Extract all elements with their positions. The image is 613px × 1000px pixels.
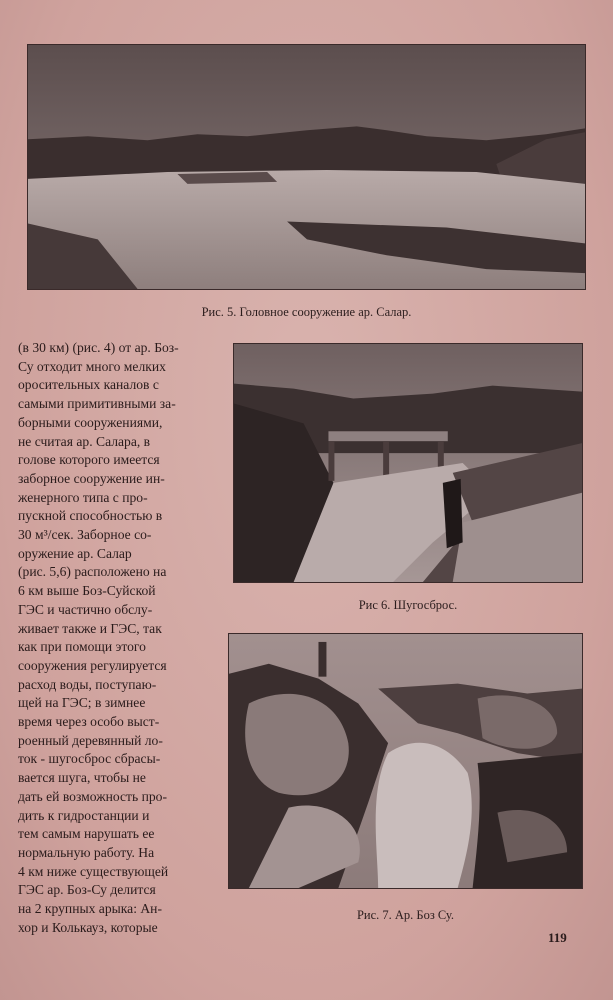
body-text-column [18, 339, 215, 938]
body-text-line: нормальную работу. На [18, 844, 155, 860]
figure-6-photo [233, 343, 583, 583]
body-text-line: дать ей возможность про- [18, 788, 167, 804]
body-text-line: пускной способностью в [18, 508, 163, 524]
figure-5-caption: Рис. 5. Головное сооружение ар. Салар. [201, 305, 412, 319]
body-text-line: оружение ар. Салар [18, 545, 132, 561]
body-text-line: борными сооружениями, [18, 414, 163, 430]
body-text-line: Су отходит много мелких [18, 358, 166, 374]
body-text-line: самыми примитивными за- [18, 396, 176, 412]
body-text-line: на 2 крупных арыка: Ан- [18, 901, 162, 917]
body-text-line: ток - шугосброс сбрасы- [18, 751, 161, 767]
body-text-line: расход воды, поступаю- [18, 676, 157, 692]
page-number: 119 [548, 930, 567, 945]
body-text-line: роенный деревянный ло- [18, 732, 163, 748]
body-text-line: оросительных каналов с [18, 377, 159, 393]
body-text-line: голове которого имеется [18, 452, 160, 468]
body-text-line: заборное сооружение ин- [18, 470, 165, 486]
figure-5-photo [27, 44, 586, 290]
body-text-line: живает также и ГЭС, так [18, 620, 162, 636]
body-text-line: щей на ГЭС; в зимнее [18, 695, 146, 711]
body-text-line: женерного типа с про- [18, 489, 148, 505]
figure-7-caption: Рис. 7. Ар. Боз Су. [356, 908, 455, 922]
body-text-line: как при помощи этого [18, 639, 146, 655]
body-text-line: сооружения регулируется [18, 657, 167, 673]
body-text-line: 4 км ниже существующей [18, 863, 169, 879]
body-text-line: ГЭС ар. Боз-Су делится [18, 882, 156, 898]
body-text-line: 6 км выше Боз-Суйской [18, 583, 156, 599]
body-text-line: ГЭС и частично обслу- [18, 601, 153, 617]
body-text-line: (в 30 км) (рис. 4) от ар. Боз- [18, 340, 179, 355]
body-text-line: тем самым нарушать ее [18, 826, 155, 842]
body-text-line: 30 м³/сек. Заборное со- [18, 527, 152, 543]
body-text-line: дить к гидростанции и [18, 807, 150, 823]
figure-6-caption: Рис 6. Шугосброс. [358, 598, 458, 612]
body-text-line: не считая ар. Салара, в [18, 433, 151, 449]
body-text-line: хор и Колькауз, которые [18, 919, 158, 935]
figure-7-photo [228, 633, 583, 889]
body-text-line: вается шуга, чтобы не [18, 770, 146, 786]
body-text-line: (рис. 5,6) расположено на [18, 564, 167, 580]
body-text-line: время через особо выст- [18, 714, 160, 730]
